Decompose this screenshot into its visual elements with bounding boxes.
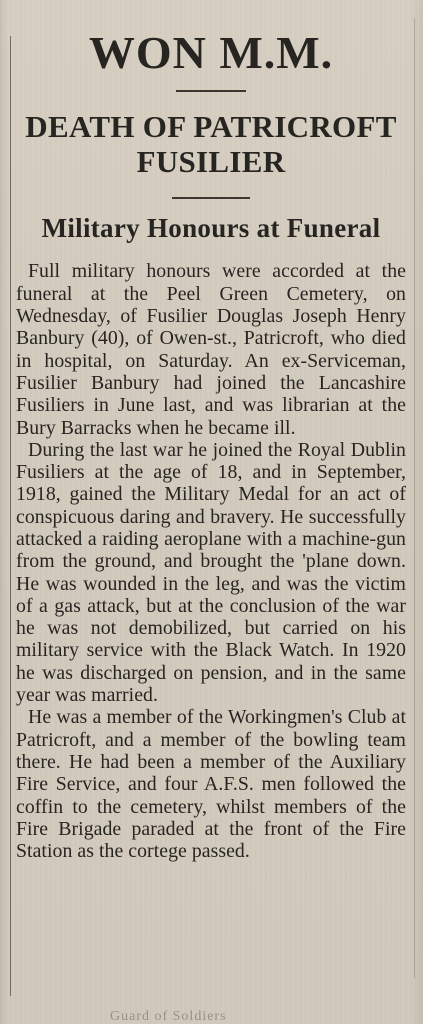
headline-divider [176, 90, 246, 92]
left-column-rule [10, 36, 11, 996]
article-paragraph-1: Full military honours were accorded at the funeral at the Peel Green Cemetery, on Wednesday, of Fusilier Douglas Joseph Henry Banbury (40), of Owen-st., Patricroft, who died in hospital, on Saturday. An ex-Serviceman, Fusilier Banbury had joined the Lancashire Fusiliers in June last, and was librarian at the Bury Barracks when he became ill. [16, 260, 406, 439]
right-column-rule [414, 18, 415, 978]
article-paragraph-3: He was a member of the Workingmen's Club at Patricroft, and a member of the bowling team there. He had been a member of the Auxiliary Fire Service, and four A.F.S. men followed the coffin to the cemetery, whilst members of the Fire Brigade paraded at the front of the Fire Station as the cortege passed. [16, 706, 406, 863]
article-body [16, 260, 406, 862]
partial-bottom-heading: Guard of Soldiers [110, 1009, 227, 1023]
section-heading: Military Honours at Funeral [41, 213, 381, 244]
news-article [16, 26, 406, 862]
article-paragraph-2: During the last war he joined the Royal Dublin Fusiliers at the age of 18, and in September, 1918, gained the Military Medal for an act of conspicuous daring and bravery. He successfully attacked a raiding aeroplane with a machine-gun from the ground, and brought the 'plane down. He was wounded in the leg, and was the victim of a gas attack, but at the conclusion of the war he was not demobilized, but carried on his military service with the Black Watch. In 1920 he was discharged on pension, and in the same year was married. [16, 438, 406, 707]
article-subheadline: DEATH OF PATRICROFT FUSILIER [25, 109, 397, 179]
subheadline-divider [172, 197, 250, 199]
article-headline: WON M.M. [88, 27, 334, 78]
